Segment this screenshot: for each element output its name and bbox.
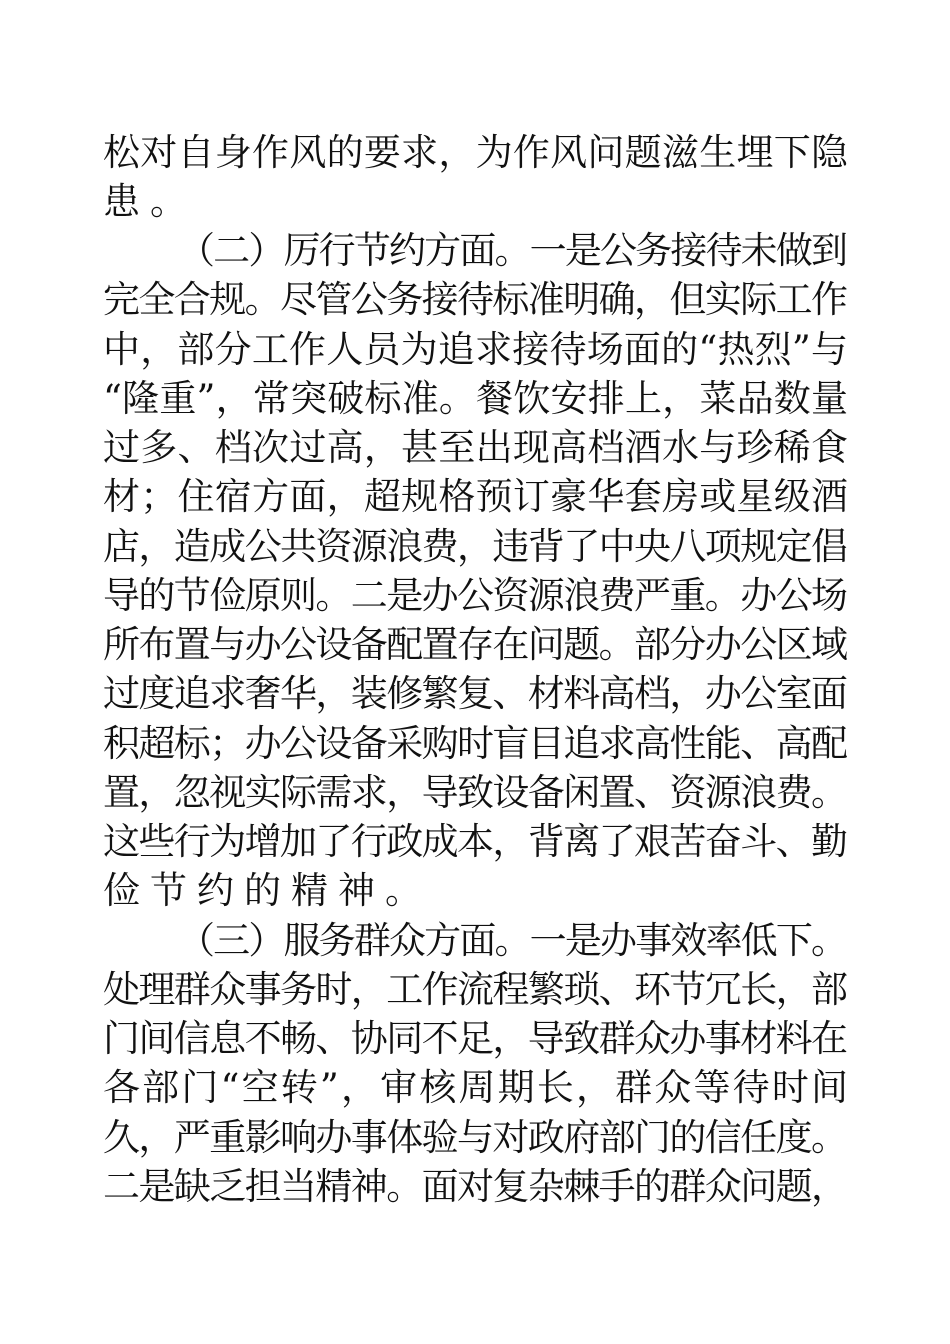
text-line: “隆重”，常突破标准。餐饮安排上，菜品数量 [103, 377, 849, 420]
paragraph-heading-line: （二）厉行节约方面。一是公务接待未做到 [178, 229, 847, 272]
text-line: 所布置与办公设备配置存在问题。部分办公区域 [103, 623, 847, 666]
text-line: 处理群众事务时，工作流程繁琐、环节冗长，部 [103, 968, 847, 1011]
text-line: 积超标；办公设备采购时盲目追求高性能、高配 [103, 722, 847, 765]
text-line: 过度追求奢华，装修繁复、材料高档，办公室面 [103, 672, 847, 715]
paragraph-heading-line: （三）服务群众方面。一是办事效率低下。 [178, 919, 847, 962]
text-line: 这些行为增加了行政成本，背离了艰苦奋斗、勤 [103, 820, 847, 863]
text-line: 俭节约的精神。 [103, 869, 432, 912]
text-line: 门间信息不畅、协同不足，导致群众办事材料在 [103, 1017, 847, 1060]
text-line: 久，严重影响办事体验与对政府部门的信任度。 [103, 1116, 847, 1159]
text-line: 店，造成公共资源浪费，违背了中央八项规定倡 [103, 525, 847, 568]
text-line: 材；住宿方面，超规格预订豪华套房或星级酒 [103, 475, 849, 518]
text-line: 完全合规。尽管公务接待标准明确，但实际工作 [103, 278, 847, 321]
text-line: 松对自身作风的要求，为作风问题滋生埋下隐 [103, 131, 849, 174]
text-line: 置，忽视实际需求，导致设备闲置、资源浪费。 [103, 771, 847, 814]
text-line: 各部门“空转”，审核周期长，群众等待时间 [103, 1066, 851, 1109]
text-line: 过多、档次过高，甚至出现高档酒水与珍稀食 [103, 426, 849, 469]
text-line: 中，部分工作人员为追求接待场面的“热烈”与 [103, 328, 849, 371]
text-line: 二是缺乏担当精神。面对复杂棘手的群众问题， [103, 1165, 847, 1208]
text-line: 导的节俭原则。二是办公资源浪费严重。办公场 [103, 574, 847, 617]
text-line: 患。 [103, 180, 197, 223]
